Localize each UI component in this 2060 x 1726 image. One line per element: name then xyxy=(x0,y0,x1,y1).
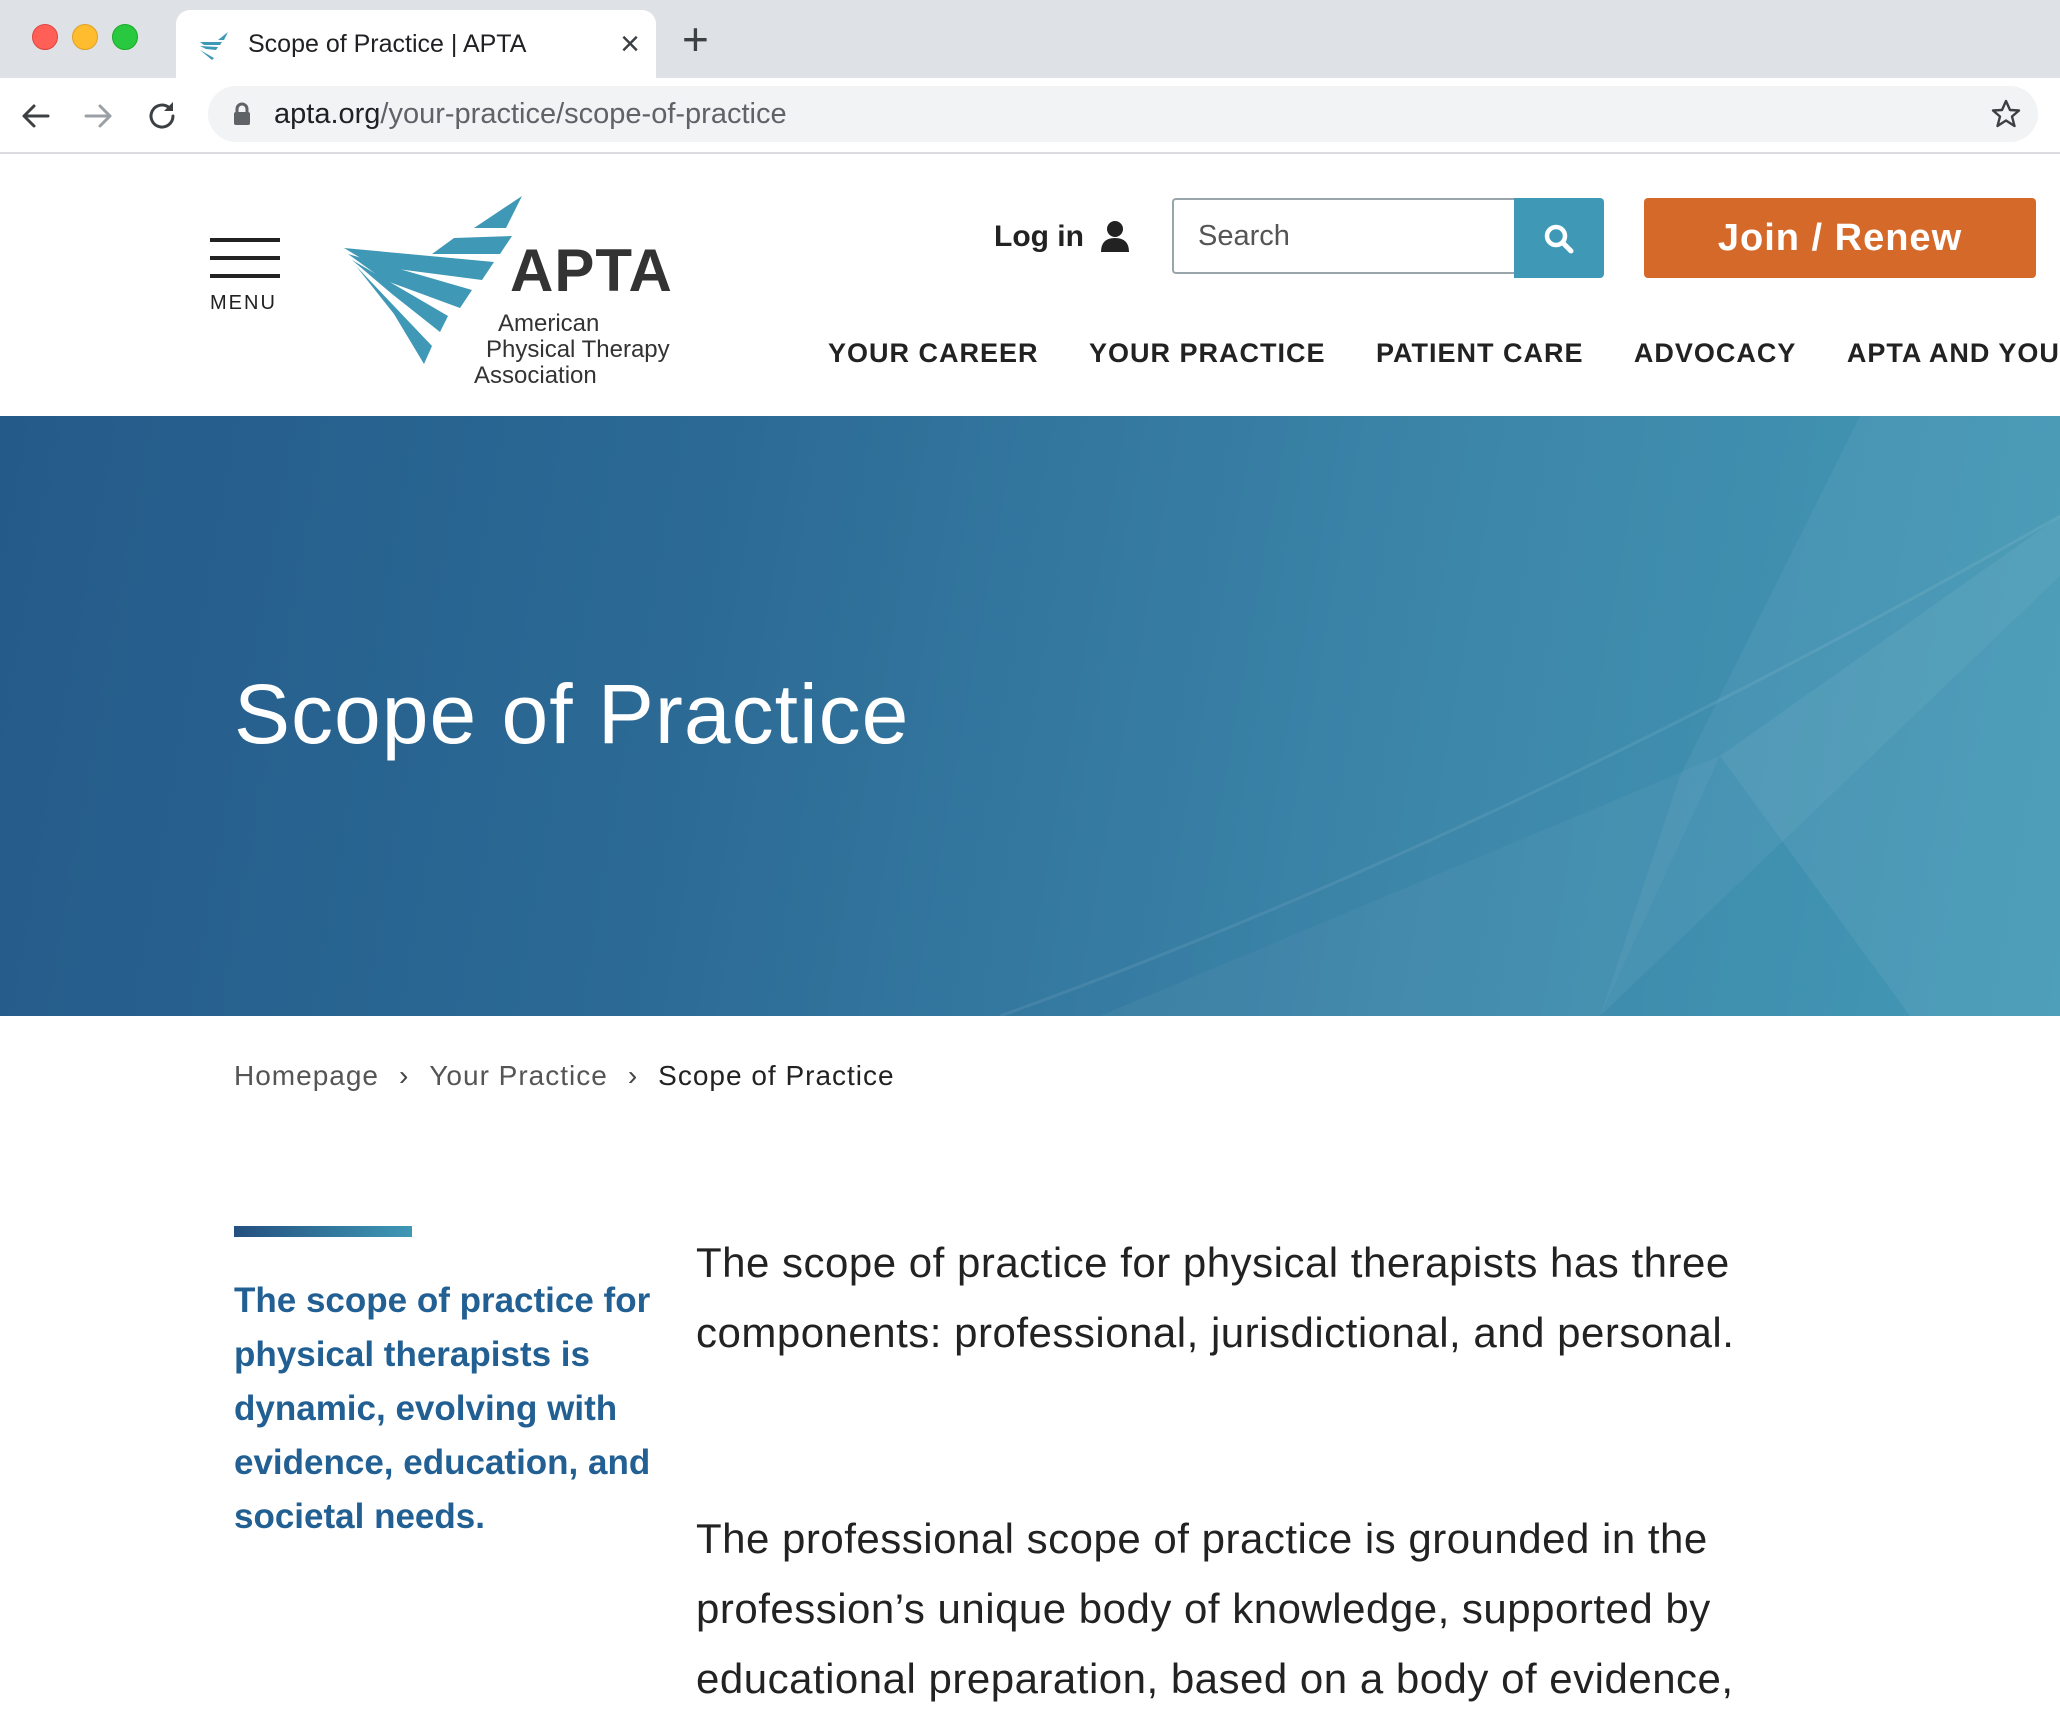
apta-favicon-icon xyxy=(198,30,232,60)
page-title: Scope of Practice xyxy=(234,667,910,761)
pullquote: The scope of practice for physical therapists is dynamic, evolving with evidence, education, and societal needs. xyxy=(234,1281,651,1536)
hero-banner xyxy=(0,416,2060,1016)
search-button[interactable] xyxy=(1514,198,1604,278)
join-renew-button[interactable]: Join / Renew xyxy=(1644,198,2036,278)
logo-line-2: Physical Therapy xyxy=(486,336,670,363)
body-paragraph-2: The professional scope of practice is grounded in the profession’s unique body of knowledge, supported by educational preparation, based on a body of evidence, xyxy=(696,1515,1734,1702)
window-minimize-button[interactable] xyxy=(72,24,98,50)
tab-close-icon[interactable]: × xyxy=(620,25,640,63)
main-nav xyxy=(828,338,2060,369)
breadcrumb-current: Scope of Practice xyxy=(658,1060,895,1091)
nav-your-practice[interactable]: YOUR PRACTICE xyxy=(1088,338,1326,368)
address-bar[interactable] xyxy=(208,86,2038,142)
search-icon xyxy=(1542,222,1576,256)
chevron-right-icon: › xyxy=(398,1060,410,1091)
browser-tab[interactable] xyxy=(176,10,656,78)
nav-apta-and-you[interactable]: APTA AND YOU xyxy=(1846,338,2060,368)
back-arrow-icon[interactable] xyxy=(16,96,56,136)
browser-toolbar xyxy=(0,78,2060,154)
apta-logo[interactable] xyxy=(344,196,694,389)
forward-arrow-icon[interactable] xyxy=(78,96,118,136)
window-close-button[interactable] xyxy=(32,24,58,50)
nav-patient-care[interactable]: PATIENT CARE xyxy=(1375,338,1584,368)
bookmark-star-icon[interactable] xyxy=(1990,98,2022,130)
hamburger-icon-bar xyxy=(210,274,280,278)
pullquote-accent-bar xyxy=(234,1226,412,1237)
login-link[interactable]: Log in xyxy=(994,220,1084,253)
body-paragraph-1: The scope of practice for physical therapists has three components: professional, jurisdictional, and personal. xyxy=(696,1239,1735,1356)
nav-your-career[interactable]: YOUR CAREER xyxy=(828,338,1039,368)
menu-button[interactable] xyxy=(210,238,284,315)
chevron-right-icon: › xyxy=(627,1060,639,1091)
reload-icon[interactable] xyxy=(142,96,182,136)
site-header xyxy=(0,154,2060,416)
hamburger-icon-bar xyxy=(210,256,280,260)
tab-title: Scope of Practice | APTA xyxy=(248,30,527,58)
url-text: apta.org/your-practice/scope-of-practice xyxy=(274,98,787,130)
user-icon[interactable] xyxy=(1100,220,1130,252)
logo-line-3: Association xyxy=(474,362,597,389)
search-input[interactable] xyxy=(1172,198,1514,274)
hamburger-icon xyxy=(210,238,280,242)
logo-line-1: American xyxy=(498,310,600,337)
menu-label: MENU xyxy=(210,292,277,314)
window-maximize-button[interactable] xyxy=(112,24,138,50)
new-tab-icon[interactable]: + xyxy=(682,13,709,65)
lock-icon xyxy=(232,102,252,126)
breadcrumb-homepage[interactable]: Homepage xyxy=(234,1060,379,1091)
nav-advocacy[interactable]: ADVOCACY xyxy=(1633,338,1797,368)
breadcrumb-your-practice[interactable]: Your Practice xyxy=(429,1060,608,1091)
browser-tab-bar xyxy=(0,0,2060,78)
breadcrumb xyxy=(234,1060,895,1092)
logo-wordmark: APTA xyxy=(510,237,673,304)
